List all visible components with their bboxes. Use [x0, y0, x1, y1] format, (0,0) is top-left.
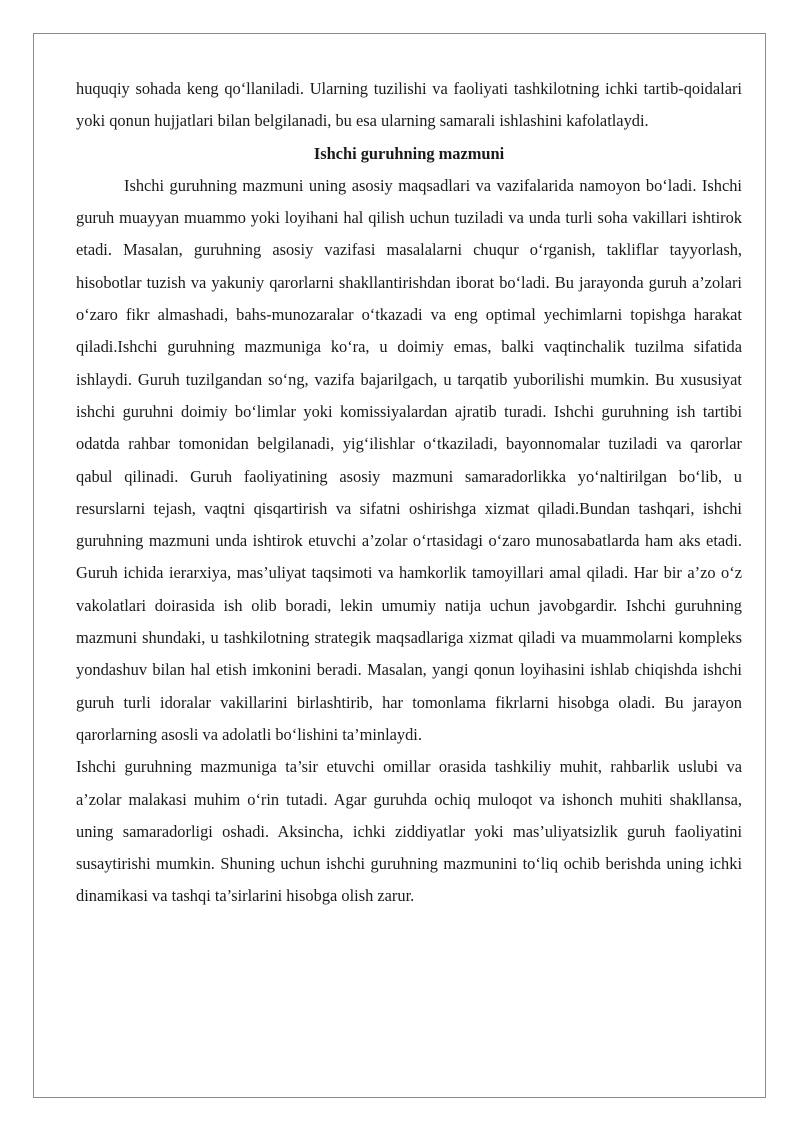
closing-paragraph: Ishchi guruhning mazmuniga ta’sir etuvchi omillar orasida tashkiliy muhit, rahbarlik uslubi va a’zolar malakasi muhim o‘rin tutadi. Agar guruhda ochiq muloqot va ishonch muhiti shakllansa, uning samaradorligi oshadi. Aksincha, ichki ziddiyatlar yoki mas’uliyatsizlik guruh faoliyatini susaytirishi mumkin. Shuning uchun ishchi guruhning mazmunini to‘liq ochib berishda uning ichki dinamikasi va tashqi ta’sirlarini hisobga olish zarur. — [76, 757, 742, 906]
body-paragraph: Ishchi guruhning mazmuni uning asosiy maqsadlari va vazifalarida namoyon bo‘ladi. Ishchi guruh muayyan muammo yoki loyihani hal qilish uchun tuziladi va unda turli soha vakillari ishtirok etadi. Masalan, guruhning asosiy vazifasi masalalarni chuqur o‘rganish, takliflar tayyorlash, hisobotlar tuzish va yakuniy qarorlarni shakllantirishdan iborat bo‘ladi. Bu jarayonda guruh a’zolari o‘zaro fikr almashadi, bahs-munozaralar o‘tkazadi va eng optimal yechimlarni topishga harakat qiladi.Ishchi guruhning mazmuniga ko‘ra, u doimiy emas, balki vaqtinchalik tuzilma sifatida ishlaydi. Guruh tuzilgandan so‘ng, vazifa bajarilgach, u tarqatib yuborilishi mumkin. Bu xususiyat ishchi guruhni doimiy bo‘limlar yoki komissiyalardan ajratib turadi. Ishchi guruhning ish tartibi odatda rahbar tomonidan belgilanadi, yig‘ilishlar o‘tkaziladi, bayonnomalar tuziladi va qarorlar qabul qilinadi. Guruh faoliyatining asosiy mazmuni samaradorlikka yo‘naltirilgan bo‘lib, u resurslarni tejash, vaqtni qisqartirish va sifatni oshirishga xizmat qiladi.Bundan tashqari, ishchi guruhning mazmuni unda ishtirok etuvchi a’zolar o‘rtasidagi o‘zaro munosabatlarda ham aks etadi. Guruh ichida ierarxiya, mas’uliyat taqsimoti va hamkorlik tamoyillari amal qiladi. Har bir a’zo o‘z vakolatlari doirasida ish olib boradi, lekin umumiy natija uchun javobgardir. Ishchi guruhning mazmuni shundaki, u tashkilotning strategik maqsadlariga xizmat qiladi va muammolarni kompleks yondashuv bilan hal etish imkonini beradi. Masalan, yangi qonun loyihasini ishlab chiqishda ishchi guruh turli idoralar vakillarini birlashtirib, har tomonlama fikrlarni hisobga oladi. Bu jarayon qarorlarning asosli va adolatli bo‘lishini ta’minlaydi. — [76, 175, 742, 744]
intro-paragraph: huquqiy sohada keng qo‘llaniladi. Ularning tuzilishi va faoliyati tashkilotning ichki tartib-qoidalari yoki qonun hujjatlari bilan belgilanadi, bu esa ularning samarali ishlashini kafolatlaydi. — [76, 79, 742, 131]
document-body — [76, 73, 742, 913]
section-heading: Ishchi guruhning mazmuni — [313, 143, 505, 163]
